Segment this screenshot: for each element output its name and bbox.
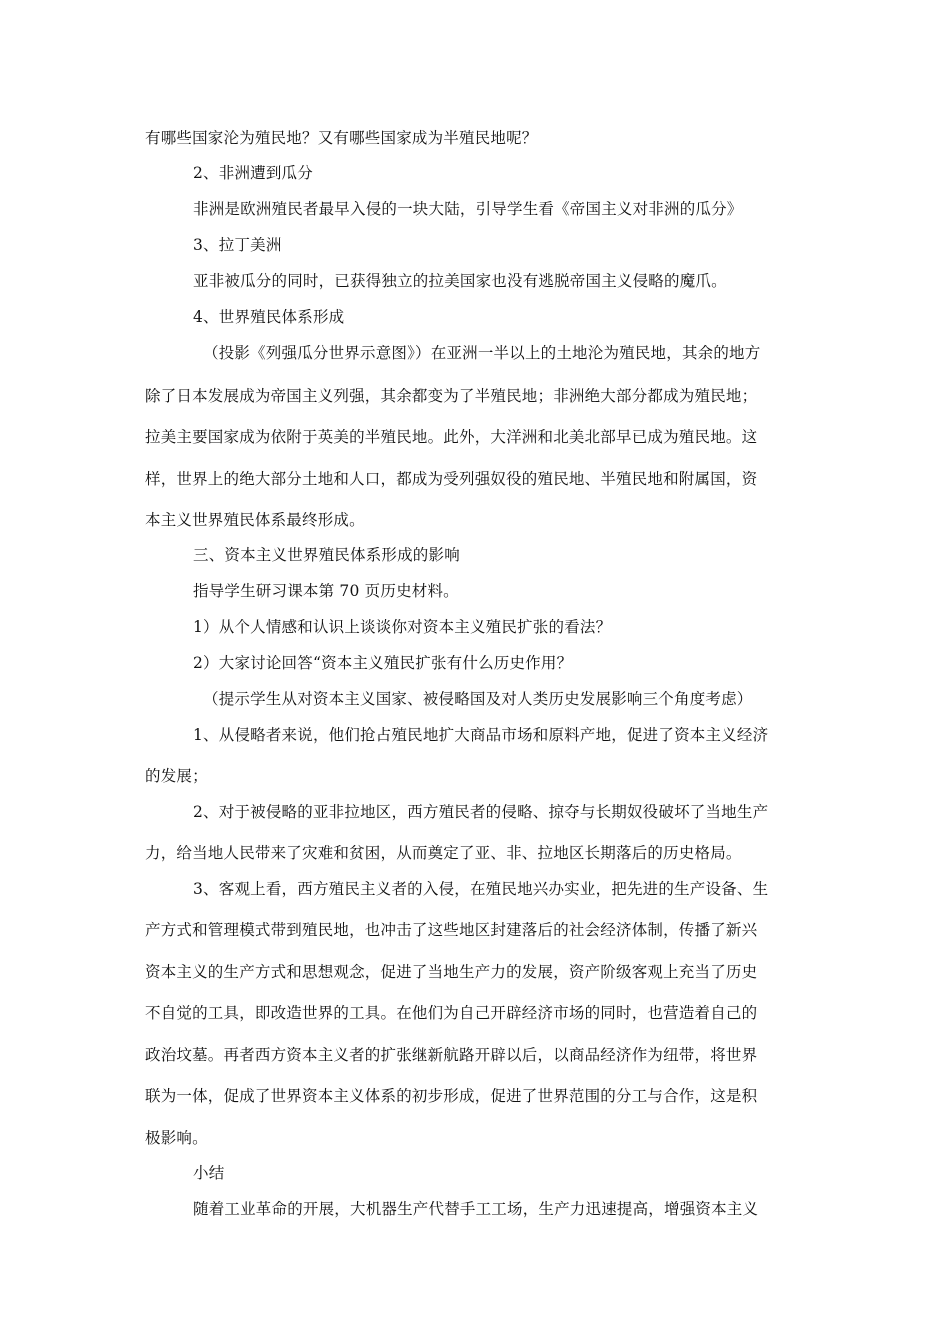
section-heading: 三、资本主义世界殖民体系形成的影响 xyxy=(193,546,460,564)
text-line: 产方式和管理模式带到殖民地，也冲击了这些地区封建落后的社会经济体制，传播了新兴 xyxy=(145,921,758,939)
text-line: 亚非被瓜分的同时，已获得独立的拉美国家也没有逃脱帝国主义侵略的魔爪。 xyxy=(193,272,727,290)
text-line: 不自觉的工具，即改造世界的工具。在他们为自己开辟经济市场的同时，也营造着自己的 xyxy=(145,1004,758,1022)
text-line: 样，世界上的绝大部分土地和人口，都成为受列强奴役的殖民地、半殖民地和附属国，资 xyxy=(145,470,758,488)
text-line: 1、从侵略者来说，他们抢占殖民地扩大商品市场和原料产地，促进了资本主义经济 xyxy=(193,726,769,744)
text-line: 2、对于被侵略的亚非拉地区，西方殖民者的侵略、掠夺与长期奴役破坏了当地生产 xyxy=(193,803,769,821)
text-line: 的发展； xyxy=(145,767,208,785)
hint-line: （提示学生从对资本主义国家、被侵略国及对人类历史发展影响三个角度考虑） xyxy=(203,690,753,708)
text-line: 力，给当地人民带来了灾难和贫困，从而奠定了亚、非、拉地区长期落后的历史格局。 xyxy=(145,844,742,862)
text-line: 3、客观上看，西方殖民主义者的入侵，在殖民地兴办实业，把先进的生产设备、生 xyxy=(193,880,769,898)
text-line: 极影响。 xyxy=(145,1129,208,1147)
section-heading: 2、非洲遭到瓜分 xyxy=(193,164,313,182)
question-line: 2）大家讨论回答“资本主义殖民扩张有什么历史作用？ xyxy=(193,654,573,672)
text-line: 本主义世界殖民体系最终形成。 xyxy=(145,511,365,529)
text-line: 政治坟墓。再者西方资本主义者的扩张继新航路开辟以后，以商品经济作为纽带，将世界 xyxy=(145,1046,758,1064)
section-heading: 小结 xyxy=(193,1164,225,1182)
section-heading: 3、拉丁美洲 xyxy=(193,236,282,254)
question-line: 1）从个人情感和认识上谈谈你对资本主义殖民扩张的看法？ xyxy=(193,618,612,636)
text-line: 资本主义的生产方式和思想观念，促进了当地生产力的发展，资产阶级客观上充当了历史 xyxy=(145,963,758,981)
text-line: （投影《列强瓜分世界示意图》）在亚洲一半以上的土地沦为殖民地，其余的地方 xyxy=(203,344,761,362)
text-line: 随着工业革命的开展，大机器生产代替手工工场，生产力迅速提高，增强资本主义 xyxy=(193,1200,759,1218)
text-line: 联为一体，促成了世界资本主义体系的初步形成，促进了世界范围的分工与合作，这是积 xyxy=(145,1087,758,1105)
text-line: 指导学生研习课本第 70 页历史材料。 xyxy=(193,582,459,600)
text-line: 拉美主要国家成为依附于英美的半殖民地。此外，大洋洲和北美北部早已成为殖民地。这 xyxy=(145,428,758,446)
text-line: 有哪些国家沦为殖民地？又有哪些国家成为半殖民地呢？ xyxy=(145,129,538,147)
text-line: 非洲是欧洲殖民者最早入侵的一块大陆，引导学生看《帝国主义对非洲的瓜分》 xyxy=(193,200,743,218)
text-line: 除了日本发展成为帝国主义列强，其余都变为了半殖民地；非洲绝大部分都成为殖民地； xyxy=(145,387,758,405)
section-heading: 4、世界殖民体系形成 xyxy=(193,308,345,326)
